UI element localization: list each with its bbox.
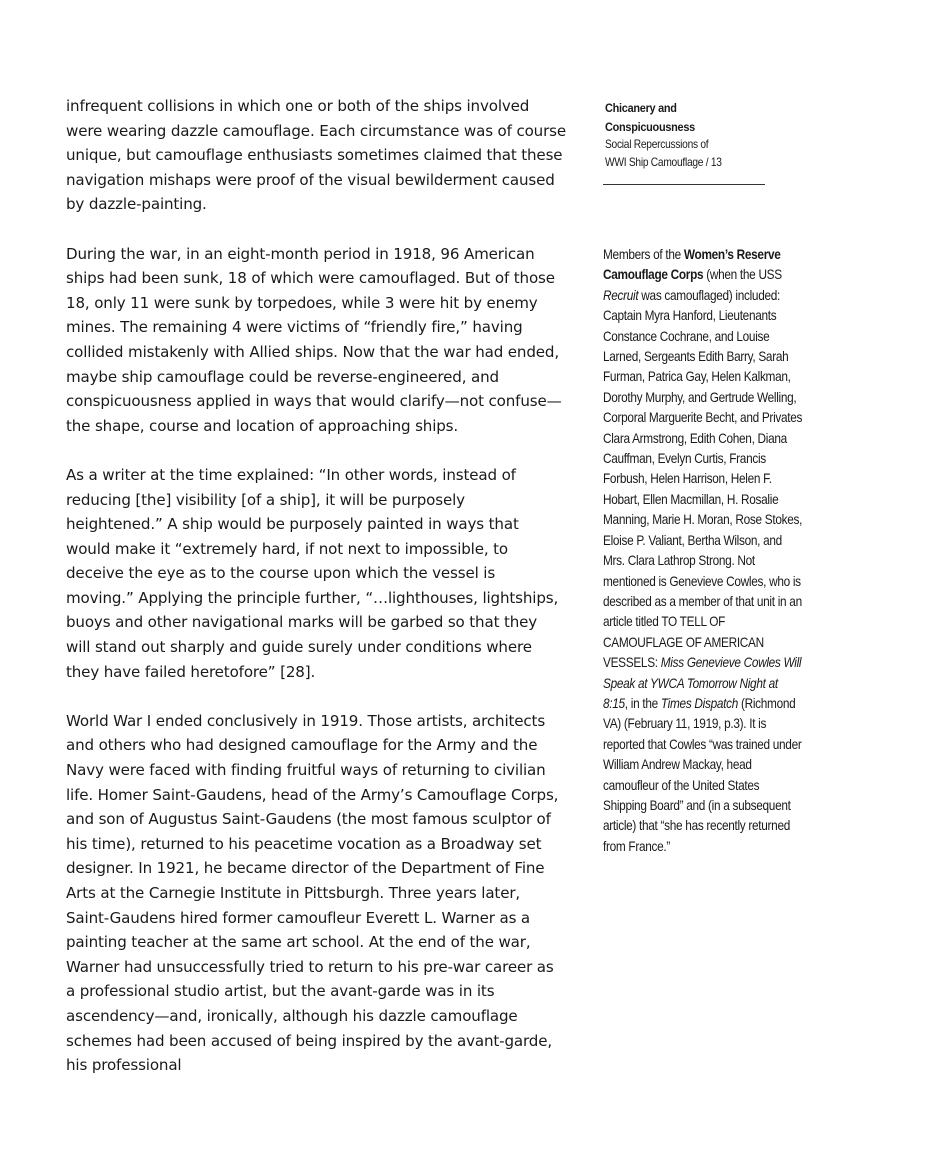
- header-title-line: Chicanery and: [605, 101, 677, 115]
- main-text-column: [66, 94, 566, 1102]
- note-text: , in the: [624, 695, 661, 711]
- note-italic-text: Miss Genevieve Cowles Will Speak at YWCA Tomorrow Night at 8:15: [603, 655, 802, 711]
- header-title-line: Conspicuousness: [605, 119, 695, 134]
- sidebar-note: [603, 245, 805, 857]
- note-italic-text: Times Dispatch: [660, 695, 738, 711]
- note-italic-text: Recruit: [603, 287, 639, 303]
- body-paragraph: During the war, in an eight-month period in 1918, 96 American ships had been sunk, 18 of which were camouflaged. But of those 18, only 11 were sunk by torpedoes, while 3 were hit by enemy mines. The remaining 4 were victims of “friendly fire,” having collided mistakenly with Allied ships. Now that the war had ended, maybe ship camouflage could be reverse-engineered, and conspicuousness applied in ways that would clarify—not confuse—the shape, course and location of approaching ships.: [66, 244, 562, 435]
- note-text: (Richmond VA) (February 11, 1919, p.3). It is reported that Cowles “was trained under William Andrew Mackay, head camoufleur of the United States Shipping Board” and (in a subsequent article) that “she has recently returned from France.”: [603, 695, 802, 854]
- header-subtitle-line: Social Repercussions of: [605, 138, 709, 151]
- header-divider: [603, 184, 765, 185]
- note-bold-text: Women’s Reserve Camouflage Corps: [603, 247, 781, 283]
- body-paragraph: infrequent collisions in which one or both of the ships involved were wearing dazzle camouflage. Each circumstance was of course unique, but camouflage enthusiasts sometimes claimed that these navigation mishaps were proof of the visual bewilderment caused by dazzle-painting.: [66, 97, 567, 214]
- note-text: Members of the: [603, 247, 684, 262]
- running-header: [605, 99, 775, 171]
- body-paragraph: As a writer at the time explained: “In other words, instead of reducing [the] visibility [of a ship], it will be purposely heightened.” A ship would be purposely painted in ways that would make it “extremely hard, if not next to impossible, to deceive the eye as to the course upon which the vessel is moving.” Applying the principle further, “…lighthouses, lightships, buoys and other navigational marks will be garbed so that they will stand out sharply and guide surely under conditions where they have failed heretofore” [28].: [66, 465, 559, 681]
- note-text: (when the USS: [703, 267, 782, 283]
- note-text: was camouflaged) included: Captain Myra Hanford, Lieutenants Constance Cochrane, and Louise Larned, Sergeants Edith Barry, Sarah Furman, Patrica Gay, Helen Kalkman, Dorothy Murphy, and Gertrude Welling, Corporal Marguerite Becht, and Privates Clara Armstrong, Edith Cohen, Diana Cauffman, Evelyn Curtis, Francis Forbush, Helen Harrison, Helen F. Hobart, Ellen Macmillan, H. Rosalie Manning, Marie H. Moran, Rose Stokes, Eloise P. Valiant, Bertha Wilson, and Mrs. Clara Lathrop Strong. Not mentioned is Genevieve Cowles, who is described as a member of that unit in an article titled TO TELL OF CAMOUFLAGE OF AMERICAN VESSELS:: [603, 287, 803, 671]
- header-subtitle-line: WWI Ship Camouflage / 13: [605, 155, 722, 169]
- body-paragraph: World War I ended conclusively in 1919. Those artists, architects and others who had designed camouflage for the Army and the Navy were faced with finding fruitful ways of returning to civilian life. Homer Saint-Gaudens, head of the Army’s Camouflage Corps, and son of Augustus Saint-Gaudens (the most famous sculptor of his time), returned to his peacetime vocation as a Broadway set designer. In 1921, he became director of the Department of Fine Arts at the Carnegie Institute in Pittsburgh. Three years later, Saint-Gaudens hired former camoufleur Everett L. Warner as a painting teacher at the same art school. At the end of the war, Warner had unsuccessfully tried to return to his pre-war career as a professional studio artist, but the avant-garde was in its ascendency—and, ironically, although his dazzle camouflage schemes had been accused of being inspired by the avant-garde, his professional: [66, 711, 559, 1075]
